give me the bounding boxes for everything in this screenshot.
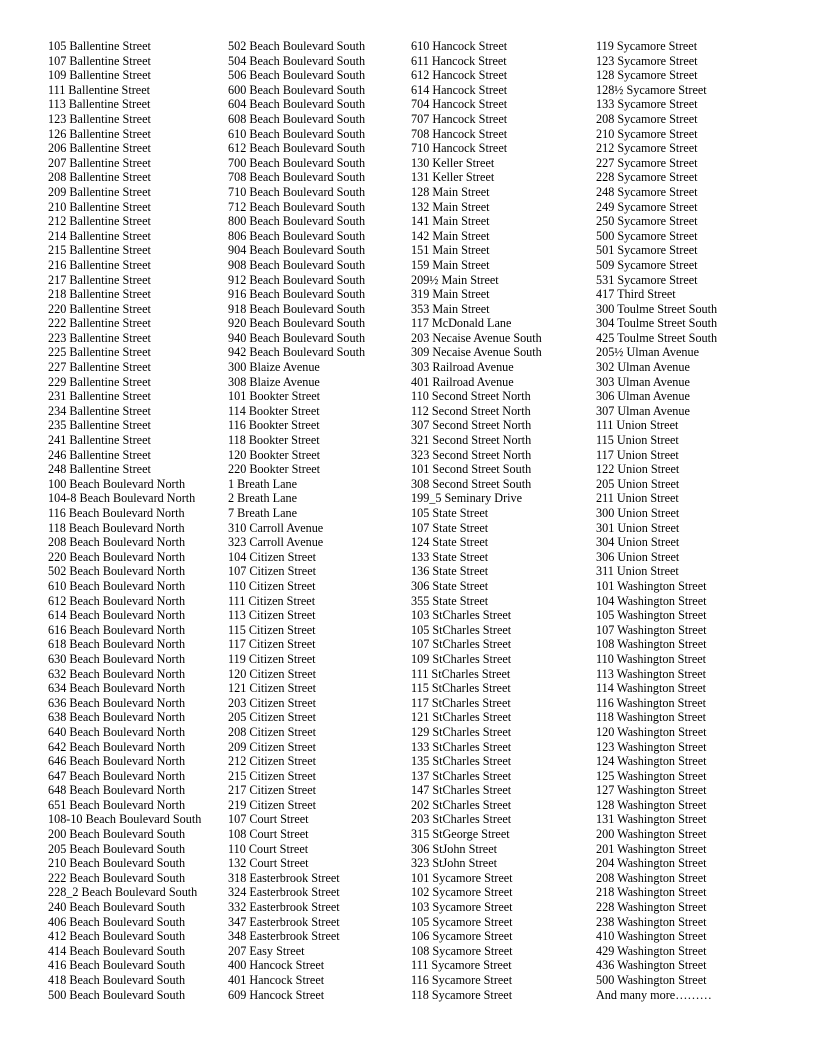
address-entry: 101 Sycamore Street [411,870,513,885]
address-entry: 632 Beach Boulevard North [48,666,186,681]
address-entry: 219 Citizen Street [228,797,317,812]
address-entry: 640 Beach Boulevard North [48,724,186,739]
address-entry: 604 Beach Boulevard South [228,97,366,112]
address-entry: 204 Washington Street [596,856,707,871]
address-entry: 212 Sycamore Street [596,141,698,156]
address-entry: 215 Ballentine Street [48,243,151,258]
address-entry: 904 Beach Boulevard South [228,243,366,258]
address-entry: 215 Citizen Street [228,768,317,783]
address-entry: 319 Main Street [411,287,490,302]
address-entry: 119 Sycamore Street [596,39,698,53]
address-entry: 249 Sycamore Street [596,199,698,214]
address-entry: 131 Keller Street [411,170,495,185]
address-entry: 636 Beach Boulevard North [48,695,186,710]
address-entry: 302 Ulman Avenue [596,360,690,375]
address-entry: 418 Beach Boulevard South [48,973,186,987]
address-entry: 400 Hancock Street [228,958,325,973]
address-entry: 304 Union Street [596,535,680,550]
address-entry: 300 Toulme Street South [596,301,718,316]
address-column-1 [48,39,228,1002]
address-entry: 104 Washington Street [596,593,707,608]
address-entry: 111 Union Street [596,418,679,433]
address-entry: 141 Main Street [411,214,490,229]
address-entry: 608 Beach Boulevard South [228,111,366,126]
address-entry: 121 StCharles Street [411,710,512,725]
address-entry: 159 Main Street [411,257,490,272]
address-entry: 137 StCharles Street [411,768,512,783]
address-entry: 416 Beach Boulevard South [48,958,186,973]
address-entry: 227 Ballentine Street [48,360,151,375]
address-entry: 205 Beach Boulevard South [48,841,186,856]
address-entry: 304 Toulme Street South [596,316,718,331]
address-entry: 500 Sycamore Street [596,228,698,243]
address-entry: 347 Easterbrook Street [228,914,340,929]
address-entry: 133 State Street [411,549,489,564]
address-entry: 616 Beach Boulevard North [48,622,186,637]
address-entry: 301 Union Street [596,520,680,535]
address-entry: 117 Citizen Street [228,637,316,652]
address-entry: 210 Sycamore Street [596,126,698,141]
address-entry: 225 Ballentine Street [48,345,151,360]
address-entry: 806 Beach Boulevard South [228,228,366,243]
address-entry: 218 Ballentine Street [48,287,151,302]
address-entry: 610 Beach Boulevard North [48,578,186,593]
address-entry: 118 Beach Boulevard North [48,520,185,535]
address-entry: 2 Breath Lane [228,491,298,506]
address-entry: 648 Beach Boulevard North [48,783,186,798]
address-entry: 700 Beach Boulevard South [228,155,366,170]
address-entry: 107 StCharles Street [411,637,512,652]
address-entry: 128 Main Street [411,184,490,199]
address-entry: 109 Ballentine Street [48,68,151,83]
address-entry: 7 Breath Lane [228,506,298,520]
address-entry: 710 Beach Boulevard South [228,184,366,199]
address-entry: 206 Ballentine Street [48,141,151,156]
address-entry: 940 Beach Boulevard South [228,330,366,345]
address-entry: 220 Ballentine Street [48,301,151,316]
address-entry: 107 State Street [411,520,489,535]
address-entry: 238 Washington Street [596,914,707,929]
address-entry: 124 Washington Street [596,754,707,769]
address-entry: 115 Union Street [596,433,679,448]
address-entry: 108-10 Beach Boulevard South [48,812,202,827]
address-entry: 916 Beach Boulevard South [228,287,366,302]
address-entry: 127 Washington Street [596,783,707,798]
address-entry: 116 Washington Street [596,695,707,710]
address-entry: 429 Washington Street [596,943,707,958]
address-entry: 324 Easterbrook Street [228,885,340,900]
address-entry: 205 Union Street [596,476,680,491]
address-entry: 401 Railroad Avenue [411,374,514,389]
address-entry: 315 StGeorge Street [411,827,510,842]
address-entry: 228_2 Beach Boulevard South [48,885,198,900]
address-entry: 250 Sycamore Street [596,214,698,229]
address-entry: 234 Ballentine Street [48,403,151,418]
address-entry: 303 Railroad Avenue [411,360,514,375]
address-entry: 246 Ballentine Street [48,447,151,462]
address-entry: 614 Beach Boulevard North [48,608,186,623]
address-entry: 113 Ballentine Street [48,97,151,112]
address-entry: 228 Washington Street [596,900,707,915]
address-entry: 610 Hancock Street [411,39,508,53]
address-entry: 704 Hancock Street [411,97,508,112]
address-entry: 348 Easterbrook Street [228,929,340,944]
address-entry: 132 Court Street [228,856,309,871]
address-entry: 634 Beach Boulevard North [48,681,186,696]
address-entry: 105 Sycamore Street [411,914,513,929]
address-entry: 323 Second Street North [411,447,532,462]
address-entry: 205½ Ulman Avenue [596,345,700,360]
address-entry: 108 Washington Street [596,637,707,652]
address-entry: 111 Citizen Street [228,593,316,608]
address-entry: 109 StCharles Street [411,651,512,666]
address-entry: 120 Bookter Street [228,447,321,462]
address-entry: 918 Beach Boulevard South [228,301,366,316]
address-entry: 240 Beach Boulevard South [48,900,186,915]
address-entry: 710 Hancock Street [411,141,508,156]
address-entry: 116 Beach Boulevard North [48,506,185,520]
address-entry: 651 Beach Boulevard North [48,797,186,812]
address-entry: 209½ Main Street [411,272,499,287]
address-entry: 118 Bookter Street [228,433,320,448]
address-entry: 248 Ballentine Street [48,462,151,477]
address-entry: 122 Union Street [596,462,680,477]
address-entry: 115 StCharles Street [411,681,511,696]
address-entry: 120 Citizen Street [228,666,317,681]
address-entry: 612 Hancock Street [411,68,508,83]
address-entry: 614 Hancock Street [411,82,508,97]
address-entry: 908 Beach Boulevard South [228,257,366,272]
address-entry: 203 StCharles Street [411,812,512,827]
address-entry: 412 Beach Boulevard South [48,929,186,944]
address-entry: 116 Bookter Street [228,418,320,433]
address-entry: 306 Union Street [596,549,680,564]
address-entry: 132 Main Street [411,199,490,214]
address-entry: 128 Sycamore Street [596,68,698,83]
address-entry: 217 Ballentine Street [48,272,151,287]
address-entry: 123 Ballentine Street [48,111,151,126]
address-entry: 222 Ballentine Street [48,316,151,331]
address-entry: 410 Washington Street [596,929,707,944]
address-entry: 128½ Sycamore Street [596,82,707,97]
address-entry: 208 Ballentine Street [48,170,151,185]
address-entry: 353 Main Street [411,301,490,316]
address-entry: 101 Washington Street [596,578,707,593]
address-entry: 102 Sycamore Street [411,885,513,900]
address-entry: 212 Citizen Street [228,754,317,769]
address-entry: 113 Citizen Street [228,608,316,623]
address-entry: 308 Second Street South [411,476,532,491]
address-entry: 124 State Street [411,535,489,550]
address-entry: 220 Beach Boulevard North [48,549,186,564]
address-entry: 609 Hancock Street [228,987,325,1002]
address-entry: 912 Beach Boulevard South [228,272,366,287]
address-entry: 502 Beach Boulevard North [48,564,186,579]
address-entry: 117 Union Street [596,447,679,462]
address-entry: 642 Beach Boulevard North [48,739,186,754]
address-entry: 129 StCharles Street [411,724,512,739]
address-entry: 123 Washington Street [596,739,707,754]
address-entry: 111 Sycamore Street [411,958,512,973]
address-entry: 117 StCharles Street [411,695,511,710]
address-entry: 120 Washington Street [596,724,707,739]
address-entry: 208 Citizen Street [228,724,317,739]
address-entry: 131 Washington Street [596,812,707,827]
address-entry: 115 Citizen Street [228,622,316,637]
address-entry: 119 Citizen Street [228,651,316,666]
address-entry: 105 Ballentine Street [48,39,151,53]
address-entry: 610 Beach Boulevard South [228,126,366,141]
address-entry: 303 Ulman Avenue [596,374,690,389]
address-entry: 214 Ballentine Street [48,228,151,243]
address-entry: 318 Easterbrook Street [228,870,340,885]
address-entry: 638 Beach Boulevard North [48,710,186,725]
address-entry: 118 Washington Street [596,710,707,725]
address-entry: 105 StCharles Street [411,622,512,637]
address-entry: 211 Union Street [596,491,679,506]
address-entry: 300 Union Street [596,506,680,520]
address-column-2 [228,39,411,1002]
address-entry: 306 State Street [411,578,489,593]
address-entry: 147 StCharles Street [411,783,512,798]
address-entry: 611 Hancock Street [411,53,507,68]
address-entry: 135 StCharles Street [411,754,512,769]
address-entry: 207 Ballentine Street [48,155,151,170]
address-entry: 229 Ballentine Street [48,374,151,389]
address-entry: 248 Sycamore Street [596,184,698,199]
address-entry: 216 Ballentine Street [48,257,151,272]
address-entry: 309 Necaise Avenue South [411,345,542,360]
address-entry: 500 Beach Boulevard South [48,987,186,1002]
address-entry: 203 Necaise Avenue South [411,330,542,345]
address-entry: 136 State Street [411,564,489,579]
address-entry: 311 Union Street [596,564,679,579]
address-entry: 708 Hancock Street [411,126,508,141]
address-entry: 417 Third Street [596,287,676,302]
address-entry: 121 Citizen Street [228,681,317,696]
address-entry: 108 Court Street [228,827,309,842]
address-entry: 210 Beach Boulevard South [48,856,186,871]
address-entry: 107 Washington Street [596,622,707,637]
address-entry: 217 Citizen Street [228,783,317,798]
address-entry: 110 Washington Street [596,651,707,666]
address-entry: 110 Court Street [228,841,309,856]
address-entry: 414 Beach Boulevard South [48,943,186,958]
address-entry: 208 Washington Street [596,870,707,885]
address-entry: 630 Beach Boulevard North [48,651,186,666]
address-entry: 612 Beach Boulevard South [228,141,366,156]
address-entry: 504 Beach Boulevard South [228,53,366,68]
address-entry: 228 Sycamore Street [596,170,698,185]
address-entry: 105 Washington Street [596,608,707,623]
address-entry: 218 Washington Street [596,885,707,900]
address-entry: 800 Beach Boulevard South [228,214,366,229]
address-entry: 203 Citizen Street [228,695,317,710]
address-entry: 502 Beach Boulevard South [228,39,366,53]
address-entry: 646 Beach Boulevard North [48,754,186,769]
address-entry: 101 Second Street South [411,462,532,477]
address-entry: 531 Sycamore Street [596,272,698,287]
address-entry: 208 Sycamore Street [596,111,698,126]
address-entry: 1 Breath Lane [228,476,298,491]
address-entry: 355 State Street [411,593,489,608]
address-entry: 199_5 Seminary Drive [411,491,523,506]
address-entry: 300 Blaize Avenue [228,360,320,375]
address-entry: 332 Easterbrook Street [228,900,340,915]
address-entry: 111 StCharles Street [411,666,511,681]
address-entry: 130 Keller Street [411,155,495,170]
address-entry: 509 Sycamore Street [596,257,698,272]
address-entry: 108 Sycamore Street [411,943,513,958]
address-entry: 105 State Street [411,506,489,520]
address-entry: 100 Beach Boulevard North [48,476,186,491]
address-entry: 113 Washington Street [596,666,707,681]
address-entry: 212 Ballentine Street [48,214,151,229]
address-entry: 612 Beach Boulevard North [48,593,186,608]
address-entry: 209 Citizen Street [228,739,317,754]
address-entry: 123 Sycamore Street [596,53,698,68]
address-entry: 310 Carroll Avenue [228,520,324,535]
address-entry: 133 Sycamore Street [596,97,698,112]
address-entry: 112 Second Street North [411,403,531,418]
address-entry: 708 Beach Boulevard South [228,170,366,185]
address-entry: 103 StCharles Street [411,608,512,623]
address-entry: 116 Sycamore Street [411,973,513,987]
address-entry: 103 Sycamore Street [411,900,513,915]
address-entry: 104-8 Beach Boulevard North [48,491,196,506]
address-entry: 712 Beach Boulevard South [228,199,366,214]
address-entry: 208 Beach Boulevard North [48,535,186,550]
address-entry: 323 Carroll Avenue [228,535,324,550]
address-entry: 107 Ballentine Street [48,53,151,68]
address-entry: 647 Beach Boulevard North [48,768,186,783]
address-entry: 118 Sycamore Street [411,987,513,1002]
address-entry: 600 Beach Boulevard South [228,82,366,97]
address-entry: 942 Beach Boulevard South [228,345,366,360]
address-entry: 200 Beach Boulevard South [48,827,186,842]
address-entry: 117 McDonald Lane [411,316,512,331]
address-entry: 111 Ballentine Street [48,82,150,97]
address-entry: 110 Second Street North [411,389,531,404]
address-entry: 307 Second Street North [411,418,532,433]
address-entry: 201 Washington Street [596,841,707,856]
address-list [48,39,788,1002]
address-entry: 220 Bookter Street [228,462,321,477]
address-entry: 307 Ulman Avenue [596,403,690,418]
address-entry: 321 Second Street North [411,433,532,448]
address-entry: 227 Sycamore Street [596,155,698,170]
address-entry: 107 Court Street [228,812,309,827]
address-entry: 323 StJohn Street [411,856,497,871]
address-entry: 436 Washington Street [596,958,707,973]
address-entry: 202 StCharles Street [411,797,512,812]
address-entry: 406 Beach Boulevard South [48,914,186,929]
address-entry: 125 Washington Street [596,768,707,783]
address-entry: And many more……… [596,987,712,1002]
address-entry: 425 Toulme Street South [596,330,718,345]
address-entry: 128 Washington Street [596,797,707,812]
address-column-4 [596,39,788,1002]
address-entry: 151 Main Street [411,243,490,258]
address-entry: 207 Easy Street [228,943,305,958]
address-entry: 101 Bookter Street [228,389,321,404]
address-entry: 200 Washington Street [596,827,707,842]
address-entry: 235 Ballentine Street [48,418,151,433]
address-entry: 107 Citizen Street [228,564,317,579]
address-entry: 209 Ballentine Street [48,184,151,199]
address-entry: 241 Ballentine Street [48,433,151,448]
address-entry: 707 Hancock Street [411,111,508,126]
address-entry: 231 Ballentine Street [48,389,151,404]
address-entry: 920 Beach Boulevard South [228,316,366,331]
address-entry: 142 Main Street [411,228,490,243]
address-entry: 308 Blaize Avenue [228,374,320,389]
address-entry: 114 Bookter Street [228,403,320,418]
address-entry: 114 Washington Street [596,681,707,696]
address-entry: 222 Beach Boulevard South [48,870,186,885]
address-entry: 223 Ballentine Street [48,330,151,345]
address-entry: 501 Sycamore Street [596,243,698,258]
address-entry: 110 Citizen Street [228,578,316,593]
address-entry: 506 Beach Boulevard South [228,68,366,83]
address-column-3 [411,39,596,1002]
address-entry: 618 Beach Boulevard North [48,637,186,652]
address-entry: 126 Ballentine Street [48,126,151,141]
address-entry: 205 Citizen Street [228,710,317,725]
address-entry: 104 Citizen Street [228,549,317,564]
address-entry: 306 Ulman Avenue [596,389,690,404]
address-entry: 210 Ballentine Street [48,199,151,214]
address-entry: 306 StJohn Street [411,841,497,856]
address-entry: 401 Hancock Street [228,973,325,987]
address-entry: 500 Washington Street [596,973,707,987]
address-entry: 133 StCharles Street [411,739,512,754]
address-entry: 106 Sycamore Street [411,929,513,944]
